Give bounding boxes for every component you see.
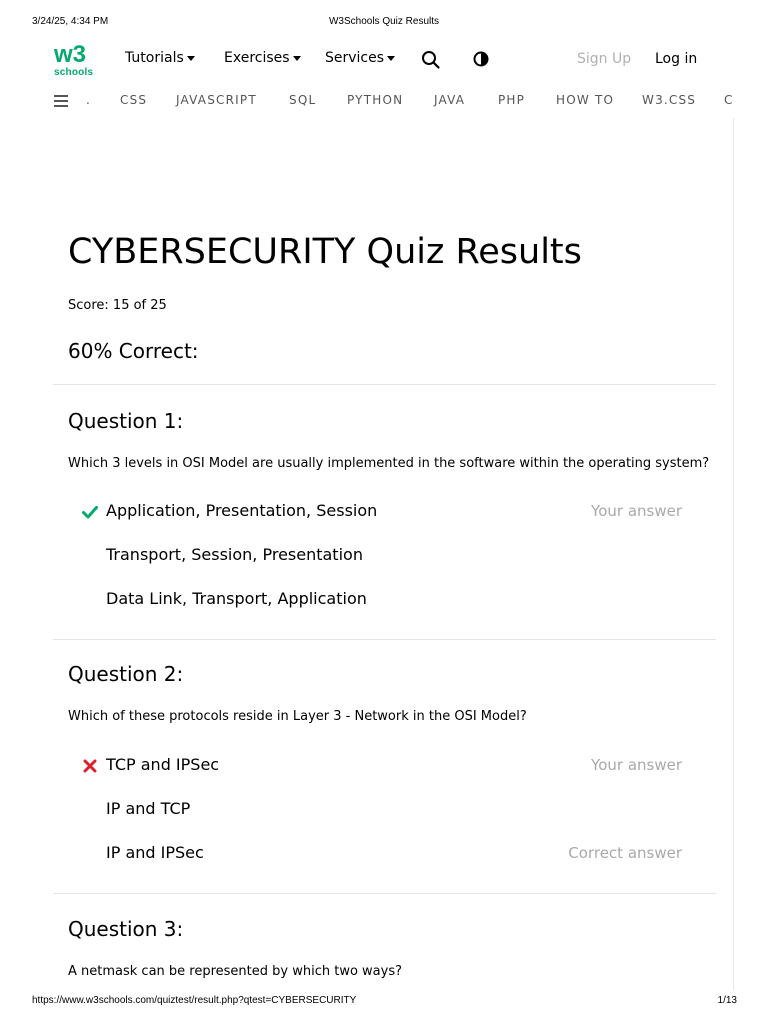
subnav-item-dot[interactable]: . [86, 93, 92, 107]
logo-w: w3 [54, 41, 87, 68]
caret-down-icon [387, 56, 395, 61]
subnav-bar [0, 88, 734, 114]
answer-option: Data Link, Transport, Application [106, 589, 367, 608]
page-title: CYBERSECURITY Quiz Results [68, 232, 582, 272]
your-answer-label: Your answer [591, 502, 682, 520]
print-page-number: 1/13 [717, 995, 737, 1006]
answer-option: IP and TCP [106, 799, 191, 818]
subnav-item-w3css[interactable]: W3.CSS [642, 93, 697, 107]
correct-answer-label: Correct answer [568, 844, 682, 862]
answer-option: IP and IPSec [106, 843, 204, 862]
cross-icon [82, 758, 98, 774]
section-divider [53, 639, 716, 640]
top-navbar [0, 38, 768, 82]
print-footer [0, 995, 768, 1009]
w3schools-logo[interactable] [52, 40, 96, 80]
nav-tutorials[interactable] [125, 50, 195, 66]
menu-icon[interactable] [54, 95, 68, 107]
print-document-title: W3Schools Quiz Results [328, 16, 440, 27]
subnav-item-javascript[interactable]: JAVASCRIPT [176, 93, 257, 107]
nav-exercises[interactable] [224, 50, 301, 66]
nav-exercises-label: Exercises [224, 50, 290, 66]
subnav-item-php[interactable]: PHP [498, 93, 526, 107]
subnav-item-python[interactable]: PYTHON [347, 93, 404, 107]
nav-services[interactable] [325, 50, 395, 66]
log-in-link[interactable]: Log in [655, 51, 698, 67]
w3-logo-icon [52, 40, 96, 68]
print-url: https://www.w3schools.com/quiztest/result.php?qtest=CYBERSECURITY [32, 995, 357, 1006]
section-divider [53, 384, 716, 385]
print-header [0, 16, 768, 30]
subnav-item-sql[interactable]: SQL [289, 93, 317, 107]
answer-option: TCP and IPSec [106, 755, 220, 774]
percent-correct: 60% Correct: [68, 339, 199, 363]
question-1-title: Question 1: [68, 409, 184, 433]
answer-option: Application, Presentation, Session [106, 501, 378, 520]
subnav-item-c[interactable]: C [724, 93, 734, 107]
question-3-title: Question 3: [68, 917, 184, 941]
your-answer-label: Your answer [591, 756, 682, 774]
nav-services-label: Services [325, 50, 385, 66]
score-text: Score: 15 of 25 [68, 298, 167, 313]
logo-schools-text: schools [54, 67, 94, 78]
question-3-text: A netmask can be represented by which two ways? [68, 964, 403, 979]
sign-up-link[interactable]: Sign Up [577, 51, 632, 67]
question-1-text: Which 3 levels in OSI Model are usually implemented in the software within the operating system? [68, 456, 710, 471]
caret-down-icon [187, 56, 195, 61]
check-icon [82, 504, 98, 520]
section-divider [53, 893, 716, 894]
question-2-text: Which of these protocols reside in Layer 3 - Network in the OSI Model? [68, 709, 527, 724]
nav-tutorials-label: Tutorials [125, 50, 184, 66]
print-datetime: 3/24/25, 4:34 PM [32, 16, 109, 27]
question-2-title: Question 2: [68, 662, 184, 686]
subnav-item-css[interactable]: CSS [120, 93, 148, 107]
search-icon[interactable] [421, 50, 441, 70]
contrast-icon[interactable] [472, 50, 492, 70]
subnav-item-java[interactable]: JAVA [434, 93, 466, 107]
answer-option: Transport, Session, Presentation [106, 545, 363, 564]
caret-down-icon [293, 56, 301, 61]
subnav-item-how-to[interactable]: HOW TO [556, 93, 615, 107]
page-right-border [733, 118, 734, 990]
